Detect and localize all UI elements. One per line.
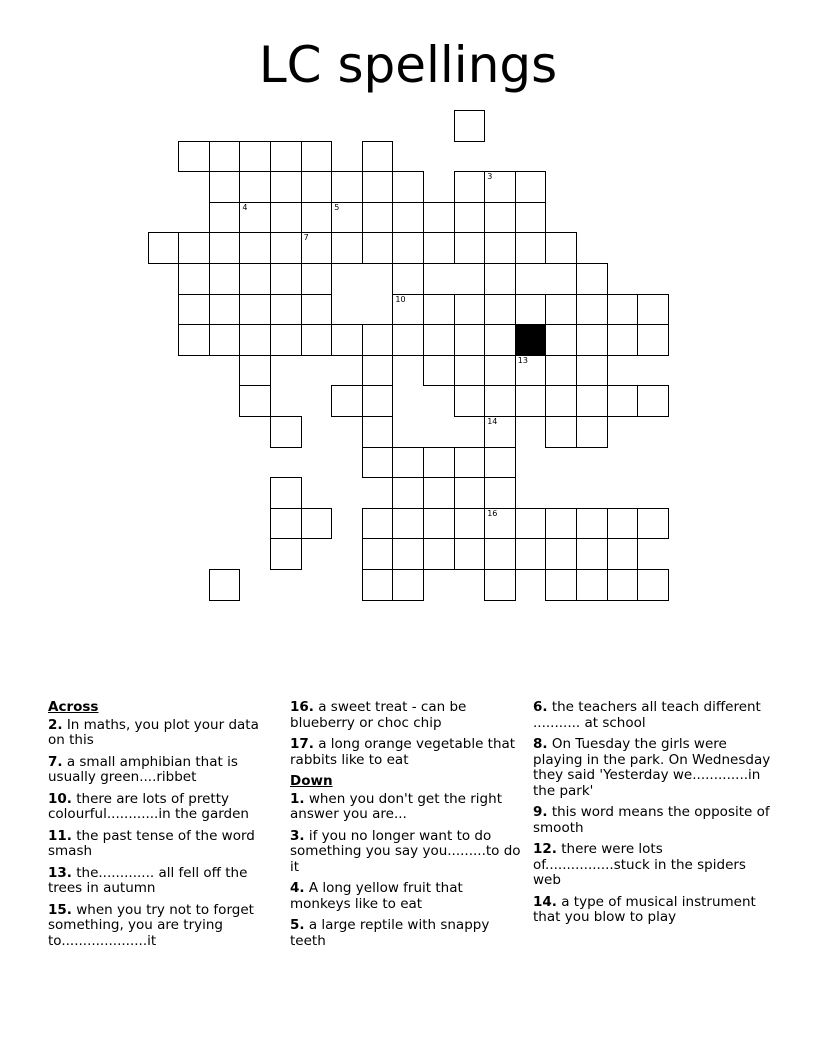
clue-item-text: a small amphibian that is usually green....ribbet	[48, 753, 238, 785]
grid-cell[interactable]	[545, 569, 577, 601]
grid-cell[interactable]	[270, 202, 302, 234]
grid-cell[interactable]	[209, 141, 241, 173]
clue-item	[533, 700, 773, 731]
grid-cell[interactable]	[239, 355, 271, 387]
clue-item-text: when you don't get the right answer you are...	[290, 790, 502, 822]
clue-item-number: 6.	[533, 699, 548, 715]
grid-cell[interactable]	[239, 171, 271, 203]
clue-number: 5	[334, 202, 340, 212]
grid-cell[interactable]	[209, 324, 241, 356]
clue-item-number: 5.	[290, 917, 305, 933]
grid-cell[interactable]	[362, 232, 394, 264]
grid-cell[interactable]	[270, 324, 302, 356]
clue-number: 10	[395, 294, 406, 304]
clues-column-3	[533, 700, 773, 932]
grid-cell[interactable]	[637, 324, 669, 356]
clue-item	[48, 755, 278, 786]
clue-item	[290, 737, 522, 768]
grid-cell[interactable]	[515, 232, 547, 264]
grid-cell[interactable]	[239, 294, 271, 326]
grid-cell[interactable]	[331, 202, 363, 234]
grid-cell[interactable]	[545, 416, 577, 448]
grid-cell[interactable]	[362, 141, 394, 173]
grid-cell[interactable]	[239, 385, 271, 417]
grid-cell[interactable]	[362, 569, 394, 601]
grid-cell[interactable]	[545, 538, 577, 570]
grid-cell[interactable]	[239, 202, 271, 234]
clue-item-number: 4.	[290, 880, 305, 896]
across-clue-list	[48, 718, 278, 950]
clue-item	[533, 805, 773, 836]
grid-cell[interactable]	[362, 202, 394, 234]
grid-cell[interactable]	[607, 294, 639, 326]
clue-item	[290, 881, 522, 912]
grid-cell[interactable]	[270, 263, 302, 295]
grid-cell[interactable]	[484, 477, 516, 509]
grid-cell[interactable]	[576, 416, 608, 448]
grid-cell[interactable]	[484, 294, 516, 326]
clue-item-number: 16.	[290, 699, 314, 715]
grid-cell[interactable]	[484, 171, 516, 203]
grid-cell[interactable]	[209, 232, 241, 264]
grid-cell[interactable]	[576, 538, 608, 570]
clue-number: 7	[303, 233, 309, 243]
clue-item-text: the teachers all teach different ........... at school	[533, 699, 761, 731]
grid-cell[interactable]	[515, 294, 547, 326]
grid-cell[interactable]	[423, 538, 455, 570]
grid-cell[interactable]	[423, 477, 455, 509]
grid-cell[interactable]	[209, 294, 241, 326]
grid-cell[interactable]	[362, 416, 394, 448]
grid-cell[interactable]	[576, 385, 608, 417]
grid-cell[interactable]	[392, 232, 424, 264]
clue-item-number: 3.	[290, 827, 305, 844]
clue-item	[290, 700, 522, 731]
grid-cell[interactable]	[576, 324, 608, 356]
grid-cell[interactable]	[607, 324, 639, 356]
grid-cell[interactable]	[484, 447, 516, 479]
clue-item	[48, 866, 278, 897]
grid-cell[interactable]	[301, 294, 333, 326]
clue-item	[290, 829, 522, 876]
clue-item-text: On Tuesday the girls were playing in the park. On Wednesday they said 'Yesterday we.............in the park'	[533, 736, 771, 799]
grid-cell[interactable]	[576, 294, 608, 326]
grid-cell[interactable]	[454, 538, 486, 570]
down-clue-list	[290, 792, 522, 950]
clue-number: 4	[242, 202, 248, 212]
grid-cell[interactable]	[576, 508, 608, 540]
grid-cell[interactable]	[545, 385, 577, 417]
grid-cell[interactable]	[515, 202, 547, 234]
clue-item-text: the............. all fell off the trees in autumn	[48, 864, 248, 896]
grid-cell[interactable]	[423, 232, 455, 264]
clue-item	[48, 903, 278, 950]
clue-item-text: if you no longer want to do something you say you.........to do it	[290, 827, 521, 875]
grid-cell[interactable]	[209, 171, 241, 203]
grid-cell[interactable]	[392, 477, 424, 509]
clue-number: 3	[487, 172, 493, 182]
grid-cell[interactable]	[454, 294, 486, 326]
grid-cell[interactable]	[270, 232, 302, 264]
grid-cell[interactable]	[392, 202, 424, 234]
grid-cell[interactable]	[607, 538, 639, 570]
grid-cell[interactable]	[484, 508, 516, 540]
clue-item-text: In maths, you plot your data on this	[48, 716, 259, 748]
grid-cell[interactable]	[515, 355, 547, 387]
grid-cell[interactable]	[270, 141, 302, 173]
grid-cell[interactable]	[178, 141, 210, 173]
grid-cell[interactable]	[362, 447, 394, 479]
grid-cell[interactable]	[301, 202, 333, 234]
grid-cell[interactable]	[392, 324, 424, 356]
clues-column-2	[290, 700, 522, 955]
grid-cell[interactable]	[392, 508, 424, 540]
grid-cell[interactable]	[607, 385, 639, 417]
grid-cell[interactable]	[392, 447, 424, 479]
grid-cell[interactable]	[454, 447, 486, 479]
grid-cell[interactable]	[545, 324, 577, 356]
grid-cell[interactable]	[545, 508, 577, 540]
clue-item-number: 11.	[48, 827, 72, 844]
grid-cell[interactable]	[454, 477, 486, 509]
down-clue-list-continued	[533, 700, 773, 926]
grid-cell[interactable]	[576, 355, 608, 387]
clue-item	[290, 792, 522, 823]
clue-item	[290, 918, 522, 949]
grid-cell[interactable]	[454, 171, 486, 203]
grid-cell[interactable]	[454, 324, 486, 356]
grid-cell[interactable]	[178, 324, 210, 356]
clue-item-text: this word means the opposite of smooth	[533, 804, 770, 836]
grid-cell[interactable]	[362, 355, 394, 387]
grid-cell[interactable]	[331, 171, 363, 203]
clue-item-text: A long yellow fruit that monkeys like to eat	[290, 880, 463, 912]
grid-cell[interactable]	[239, 141, 271, 173]
grid-cell[interactable]	[270, 508, 302, 540]
grid-cell[interactable]	[301, 508, 333, 540]
clue-item	[48, 792, 278, 823]
grid-cell[interactable]	[270, 171, 302, 203]
grid-cell[interactable]	[515, 385, 547, 417]
grid-cell[interactable]	[545, 232, 577, 264]
grid-cell[interactable]	[423, 447, 455, 479]
grid-cell[interactable]	[392, 538, 424, 570]
grid-cell[interactable]	[637, 508, 669, 540]
clue-item-number: 14.	[533, 893, 557, 910]
grid-cell[interactable]	[209, 263, 241, 295]
clue-item-text: a type of musical instrument that you blow to play	[533, 893, 756, 925]
grid-cell[interactable]	[607, 508, 639, 540]
clue-item	[48, 718, 278, 749]
grid-cell[interactable]	[301, 324, 333, 356]
grid-cell[interactable]	[270, 416, 302, 448]
clue-item-number: 7.	[48, 753, 63, 770]
grid-cell[interactable]	[515, 508, 547, 540]
clue-item-number: 10.	[48, 790, 72, 807]
blocked-cell	[515, 324, 547, 356]
grid-cell[interactable]	[637, 294, 669, 326]
grid-cell[interactable]	[454, 385, 486, 417]
grid-cell[interactable]	[209, 569, 241, 601]
grid-cell[interactable]	[484, 202, 516, 234]
grid-cell[interactable]	[392, 569, 424, 601]
grid-cell[interactable]	[362, 385, 394, 417]
clue-item-number: 9.	[533, 804, 548, 820]
clue-item	[533, 737, 773, 799]
clue-item-text: when you try not to forget something, you are trying to....................it	[48, 901, 254, 949]
grid-cell[interactable]	[239, 232, 271, 264]
grid-cell[interactable]	[301, 171, 333, 203]
grid-cell[interactable]	[454, 110, 486, 142]
clues-column-1	[48, 700, 278, 955]
clue-item	[533, 895, 773, 926]
grid-cell[interactable]	[362, 324, 394, 356]
grid-cell[interactable]	[301, 141, 333, 173]
grid-cell[interactable]	[301, 232, 333, 264]
grid-cell[interactable]	[454, 202, 486, 234]
clue-item	[48, 829, 278, 860]
grid-cell[interactable]	[270, 538, 302, 570]
grid-cell[interactable]	[178, 263, 210, 295]
grid-cell[interactable]	[484, 263, 516, 295]
across-clue-list-continued	[290, 700, 522, 768]
clue-number: 14	[487, 417, 498, 426]
clue-item	[533, 842, 773, 889]
grid-cell[interactable]	[423, 324, 455, 356]
clue-number: 13	[517, 355, 528, 365]
grid-cell[interactable]	[607, 569, 639, 601]
grid-cell[interactable]	[637, 385, 669, 417]
grid-cell[interactable]	[331, 324, 363, 356]
grid-cell[interactable]	[362, 508, 394, 540]
grid-cell[interactable]	[515, 171, 547, 203]
grid-cell[interactable]	[637, 569, 669, 601]
clue-item-number: 15.	[48, 901, 72, 918]
grid-cell[interactable]	[576, 569, 608, 601]
grid-cell[interactable]	[484, 385, 516, 417]
grid-cell[interactable]	[423, 355, 455, 387]
clue-item-number: 1.	[290, 790, 305, 807]
grid-cell[interactable]	[484, 416, 516, 448]
grid-cell[interactable]	[545, 355, 577, 387]
clue-item-text: there were lots of................stuck in the spiders web	[533, 841, 746, 888]
grid-cell[interactable]	[545, 294, 577, 326]
grid-cell[interactable]	[270, 477, 302, 509]
grid-cell[interactable]	[148, 232, 180, 264]
clue-item-number: 12.	[533, 841, 557, 857]
grid-cell[interactable]	[423, 202, 455, 234]
clue-item-number: 17.	[290, 736, 314, 752]
grid-cell[interactable]	[515, 538, 547, 570]
down-heading: Down	[290, 773, 333, 789]
grid-cell[interactable]	[301, 263, 333, 295]
clue-number: 16	[487, 508, 498, 518]
grid-cell[interactable]	[362, 171, 394, 203]
grid-cell[interactable]	[423, 294, 455, 326]
grid-cell[interactable]	[454, 355, 486, 387]
grid-cell[interactable]	[331, 385, 363, 417]
grid-cell[interactable]	[209, 202, 241, 234]
clue-item-text: a long orange vegetable that rabbits like to eat	[290, 736, 516, 768]
grid-cell[interactable]	[484, 324, 516, 356]
grid-cell[interactable]	[454, 232, 486, 264]
grid-cell[interactable]	[484, 538, 516, 570]
grid-cell[interactable]	[270, 294, 302, 326]
clue-item-text: a sweet treat - can be blueberry or choc chip	[290, 699, 467, 731]
grid-cell[interactable]	[423, 508, 455, 540]
clue-item-text: there are lots of pretty colourful............in the garden	[48, 790, 249, 822]
grid-cell[interactable]	[331, 232, 363, 264]
grid-cell[interactable]	[392, 294, 424, 326]
grid-cell[interactable]	[392, 263, 424, 295]
grid-cell[interactable]	[576, 263, 608, 295]
grid-cell[interactable]	[484, 232, 516, 264]
grid-cell[interactable]	[484, 355, 516, 387]
clue-item-number: 13.	[48, 864, 72, 881]
across-heading: Across	[48, 699, 99, 715]
clue-item-text: a large reptile with snappy teeth	[290, 917, 490, 949]
grid-cell[interactable]	[484, 569, 516, 601]
clue-item-number: 2.	[48, 716, 63, 733]
grid-cell[interactable]	[178, 232, 210, 264]
clue-item-text: the past tense of the word smash	[48, 827, 255, 859]
clue-item-number: 8.	[533, 736, 548, 752]
grid-cell[interactable]	[239, 324, 271, 356]
grid-cell[interactable]	[392, 171, 424, 203]
grid-cell[interactable]	[178, 294, 210, 326]
grid-cell[interactable]	[362, 538, 394, 570]
page-title: LC spellings	[258, 36, 558, 94]
